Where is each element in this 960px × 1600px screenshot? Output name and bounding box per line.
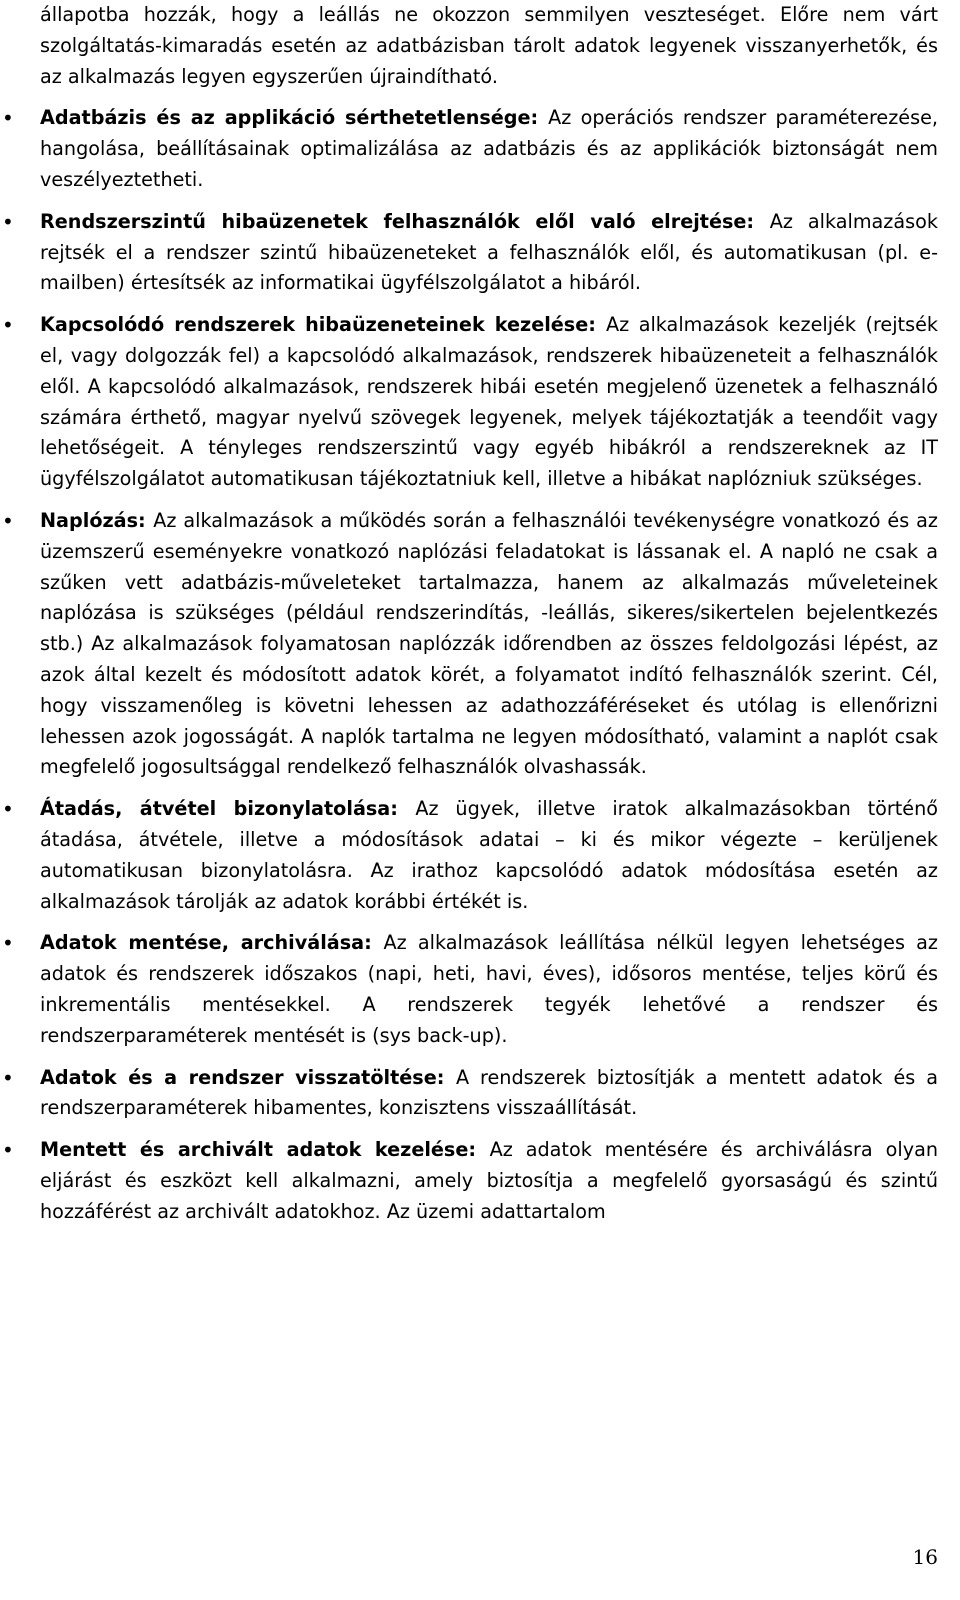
item-term: Naplózás: (40, 508, 154, 532)
list-item (2, 928, 938, 1051)
bullet-icon: • (2, 797, 14, 822)
bullet-icon: • (2, 209, 14, 234)
bullet-icon: • (2, 931, 14, 956)
item-term: Adatok és a rendszer visszatöltése: (40, 1065, 456, 1089)
document-page (2, 0, 939, 1227)
bullet-icon: • (2, 313, 14, 338)
item-text: Az adatok mentésére és archiválásra olyan eljárást és eszközt kell alkalmazni, amely biztosítja a megfelelő gyorsaságú és szintű hozzáférést az archivált adatokhoz. Az üzemi adattartalom (40, 1138, 938, 1223)
list-item (2, 207, 938, 299)
item-term: Rendszerszintű hibaüzenetek felhasználók elől való elrejtése: (40, 209, 770, 233)
list-item (2, 103, 939, 195)
item-text: Az alkalmazások a működés során a felhasználói tevékenységre vonatkozó és az üzemszerű eseményekre vonatkozó naplózási feladatokat is lássanak el. A napló ne csak a szűken vett adatbázis-műveleteket tartalmazza, hanem az alkalmazás műveleteinek naplózása is szükséges (például rendszerindítás, -leállás, sikeres/sikertelen bejelentkezés stb.) Az alkalmazások folyamatosan naplózzák időrendben az összes feldolgozási lépést, az azok által kezelt és módosított adatok körét, a folyamatot indító felhasználók szerint. Cél, hogy visszamenőleg is követni lehessen az adathozzáféréseket és utólag is ellenőrizni lehessen azok jogosságát. A naplók tartalma ne legyen módosítható, valamint a naplót csak megfelelő jogosultsággal rendelkező felhasználók olvashassák. (40, 508, 938, 779)
requirements-list (2, 103, 939, 1227)
bullet-icon: • (2, 508, 14, 533)
bullet-icon: • (2, 1065, 14, 1090)
list-item (2, 794, 938, 917)
intro-paragraph: állapotba hozzák, hogy a leállás ne okozzon semmilyen veszteséget. Előre nem várt szolgáltatás-kimaradás esetén az adatbázisban tárolt adatok legyenek visszanyerhetők, és az alkalmazás legyen egyszerűen újraindítható. (40, 3, 938, 88)
item-term: Mentett és archivált adatok kezelése: (40, 1138, 490, 1162)
item-text: Az ügyek, illetve iratok alkalmazásokban történő átadása, átvétele, illetve a módosítások adatai – ki és mikor végezte – kerüljenek automatikusan bizonylatolásra. Az irathoz kapcsolódó adatok módosítása esetén az alkalmazások tárolják az adatok korábbi értékét is. (40, 797, 938, 913)
item-text: A rendszerek biztosítják a mentett adatok és a rendszerparaméterek hibamentes, konzisztens visszaállítását. (40, 1065, 938, 1120)
list-item (2, 506, 938, 783)
list-item (2, 310, 938, 495)
list-item (2, 1063, 938, 1125)
item-text: Az operációs rendszer paraméterezése, hangolása, beállításainak optimalizálása az adatbázis és az applikációk biztonságát nem veszélyeztetheti. (40, 106, 939, 191)
item-text: Az alkalmazások kezeljék (rejtsék el, vagy dolgozzák fel) a kapcsolódó alkalmazások, rendszerek hibaüzeneteit a felhasználók elől. A kapcsolódó alkalmazások, rendszerek hibái esetén megjelenő üzenetek a felhasználó számára érthető, magyar nyelvű szövegek legyenek, melyek tájékoztatják a teendőit vagy lehetőségeit. A tényleges rendszerszintű vagy egyéb hibákról a rendszereknek az IT ügyfélszolgálatot automatikusan tájékoztatniuk kell, illetve a hibákat naplózniuk szükséges. (40, 313, 938, 491)
item-term: Kapcsolódó rendszerek hibaüzeneteinek kezelése: (40, 313, 606, 337)
bullet-icon: • (2, 1138, 14, 1163)
item-text: Az alkalmazások leállítása nélkül legyen lehetséges az adatok és rendszerek időszakos (napi, heti, havi, éves), idősoros mentése, teljes körű és inkrementális mentésekkel. A rendszerek tegyék lehetővé a rendszer és rendszerparaméterek mentését is (sys back-up). (40, 931, 938, 1047)
list-item (2, 1135, 938, 1227)
item-term: Adatok mentése, archiválása: (40, 931, 384, 955)
item-term: Átadás, átvétel bizonylatolása: (40, 797, 416, 821)
bullet-icon: • (2, 106, 14, 131)
item-text: Az alkalmazások rejtsék el a rendszer szintű hibaüzeneteket a felhasználók elől, és automatikusan (pl. e-mailben) értesítsék az informatikai ügyfélszolgálatot a hibáról. (40, 209, 938, 295)
page-number: 16 (912, 1545, 938, 1569)
item-term: Adatbázis és az applikáció sérthetetlensége: (40, 106, 549, 130)
